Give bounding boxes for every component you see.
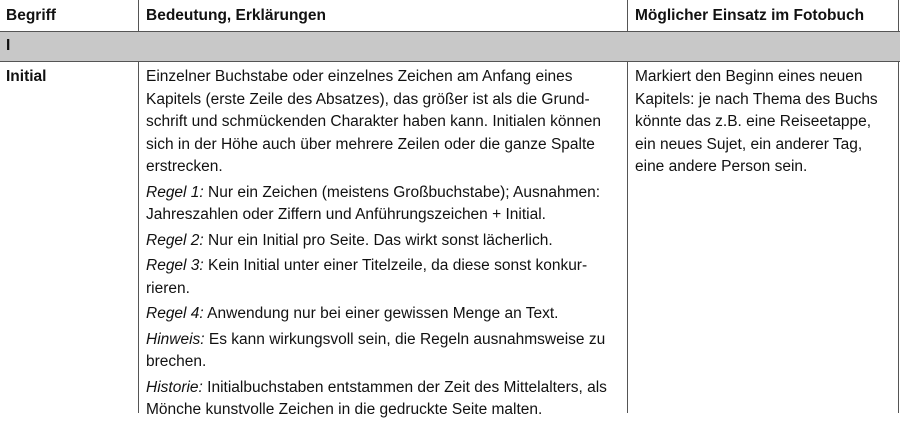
rule-text: Nur ein Zeichen (meistens Großbuchstabe); Ausnahmen: [203,183,601,201]
rule-paragraph [146,230,621,253]
usage-line: eine andere Person sein. [635,158,808,175]
rule-text: Initialbuchstaben entstammen der Zeit des Mittelalters, als [202,378,607,396]
rule-line [146,377,621,400]
rule-label: Regel 4: [146,305,204,322]
rule-label: Hinweis: [146,330,205,348]
rule-line: Mönche kunstvolle Zeichen in die gedruckte Seite malten. [146,401,543,418]
rule-line [146,230,621,253]
rule-line [146,182,621,205]
description-line: sich in der Höhe auch über mehrere Zeilen oder die ganze Spalte [146,135,595,153]
rule-label: Regel 2: [146,231,204,249]
description-cell [146,66,621,425]
rule-text: Nur ein Initial pro Seite. Das wirkt sonst lächerlich. [203,231,553,249]
section-divider [0,61,900,62]
term-cell: Initial [6,68,47,85]
header-einsatz: Möglicher Einsatz im Fotobuch [635,7,865,24]
rule-text: Anwendung nur bei einer gewissen Menge an Text. [203,305,559,322]
rule-label: Regel 3: [146,257,204,274]
rule-paragraph [146,303,621,326]
description-line: erstrecken. [146,158,223,175]
header-bedeutung: Bedeutung, Erklärungen [146,7,326,24]
usage-line: ein neues Sujet, ein anderer Tag, [635,135,863,153]
rule-line [146,329,621,352]
usage-cell [635,66,895,179]
usage-line: Kapitels: je nach Thema des Buchs [635,90,878,108]
usage-line: Markiert den Beginn eines neuen [635,68,863,85]
rule-paragraph [146,255,621,300]
column-divider-3 [898,0,899,413]
rule-line: rieren. [146,279,190,297]
description-line: Einzelner Buchstabe oder einzelnes Zeichen am Anfang eines [146,68,573,85]
section-letter: I [6,37,11,54]
description-line: Kapitels (erste Zeile des Absatzes), das größer ist als die Grund- [146,90,590,108]
rule-line: brechen. [146,353,207,370]
rule-line [146,255,621,278]
rule-paragraph [146,182,621,227]
header-begriff: Begriff [6,7,56,24]
rule-paragraph [146,377,621,422]
section-band [0,32,900,61]
rule-label: Regel 1: [146,183,204,201]
rule-text: Kein Initial unter einer Titelzeile, da diese sonst konkur- [203,257,588,274]
description-line: schrift und schmückenden Charakter haben kann. Initialen können [146,113,601,130]
column-divider-1 [138,0,139,413]
rule-text: Es kann wirkungsvoll sein, die Regeln ausnahmsweise zu [204,330,606,348]
rule-line: Jahreszahlen oder Ziffern und Anführungszeichen + Initial. [146,206,546,223]
rules-list [146,182,621,422]
description-paragraph [146,66,621,179]
rule-label: Historie: [146,378,203,396]
rule-paragraph [146,329,621,374]
usage-line: könnte das z.B. eine Reiseetappe, [635,113,872,130]
column-divider-2 [627,0,628,413]
rule-line [146,303,621,326]
